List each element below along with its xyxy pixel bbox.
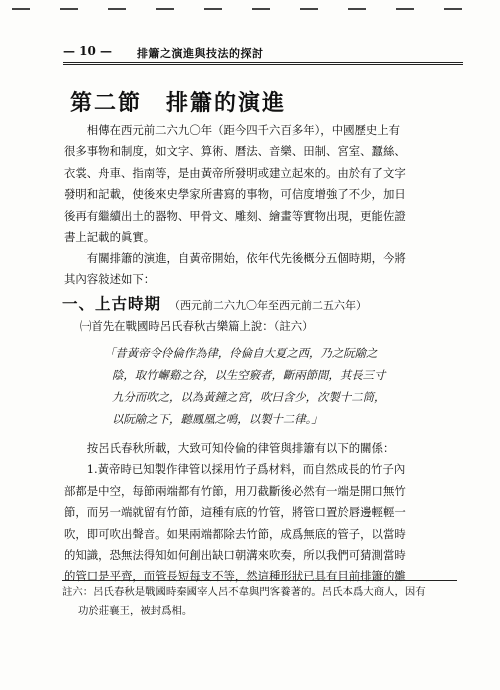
text-line: 的管口是平齊，而管長短每支不等，然這種形狀已具有目前排簫的雛 [64,569,406,584]
text-line: 衣裳、舟車、指南等，是由黃帝所發明或建立起來的。由於有了文字 [64,165,406,180]
paragraph-history [64,120,454,248]
header-rule [63,62,463,65]
quotation-block [104,342,444,430]
footnote-line: 功於莊襄王，被封爲相。 [78,605,193,617]
text-line: 有關排簫的演進，自黃帝開始，依年代先後概分五個時期，今將 [86,251,406,265]
running-header [63,44,463,62]
paragraph-periods [64,248,454,291]
quote-line: 九分而吹之，以為黃鐘之宮，吹曰含少，次製十二筒， [112,390,386,404]
text-line: 節，而另一端就留有竹節，這種有底的竹管，將管口置於唇邊輕輕一 [64,505,406,520]
era-range: （西元前二六九〇年至西元前二五六年） [169,299,368,312]
quote-line: 以阮隃之下，聽鳳凰之鳴，以製十二律。」 [112,412,323,426]
era-heading [62,292,462,314]
paragraph-analysis [64,438,454,588]
text-line: 書上記載的眞實。 [64,230,156,245]
top-dash-border [12,8,488,12]
footnote-rule [62,580,457,581]
text-line: 按呂氏春秋所載，大致可知伶倫的律管與排簫有以下的關係： [86,441,395,455]
text-line: 很多事物和制度，如文字、算術、曆法、音樂、田制、宮室、蠶絲、 [64,144,406,159]
footnote [62,583,457,621]
text-line: 的知識，恐無法得知如何創出缺口朝溝來吹奏，所以我們可猜測當時 [64,548,406,563]
text-line: 部都是中空，每節兩端都有竹節，用刀截斷後必然有一端是開口無竹 [64,483,406,498]
quote-line: 陰，取竹嶰谿之谷，以生空竅者，斷兩節間，其長三寸 [112,368,386,382]
page-number: — 10 — [63,44,113,58]
text-line: 1.黃帝時已知製作律管以採用竹子爲材料，而自然成長的竹子內 [86,462,406,477]
item-first: ㈠首先在戰國時呂氏春秋古樂篇上說：（註六） [80,319,314,333]
running-title: 排簫之演進與技法的探討 [137,47,264,60]
footnote-line: 註六：呂氏春秋是戰國時秦國宰人呂不韋與門客養著的。呂氏本爲大商人，因有 [62,586,426,598]
quote-line: 「昔黃帝令伶倫作為律，伶倫自大夏之西，乃之阮隃之 [104,346,378,360]
era-title: 一、上古時期 [62,294,162,313]
text-line: 相傳在西元前二六九〇年（距今四千六百多年），中國歷史上有 [86,123,401,137]
text-line: 吹，即可吹出聲音。如果兩端都除去竹節，成爲無底的管子，以當時 [64,526,406,541]
text-line: 發明和記載，使後來史學家所書寫的事物，可信度增強了不少，加日 [64,187,406,202]
text-line: 其內容敍述如下： [64,272,156,287]
section-title: 第二節 排簫的演進 [70,90,287,116]
text-line: 後再有繼續出土的器物、甲骨文、雕刻、繪畫等實物出現，更能佐證 [64,208,406,223]
